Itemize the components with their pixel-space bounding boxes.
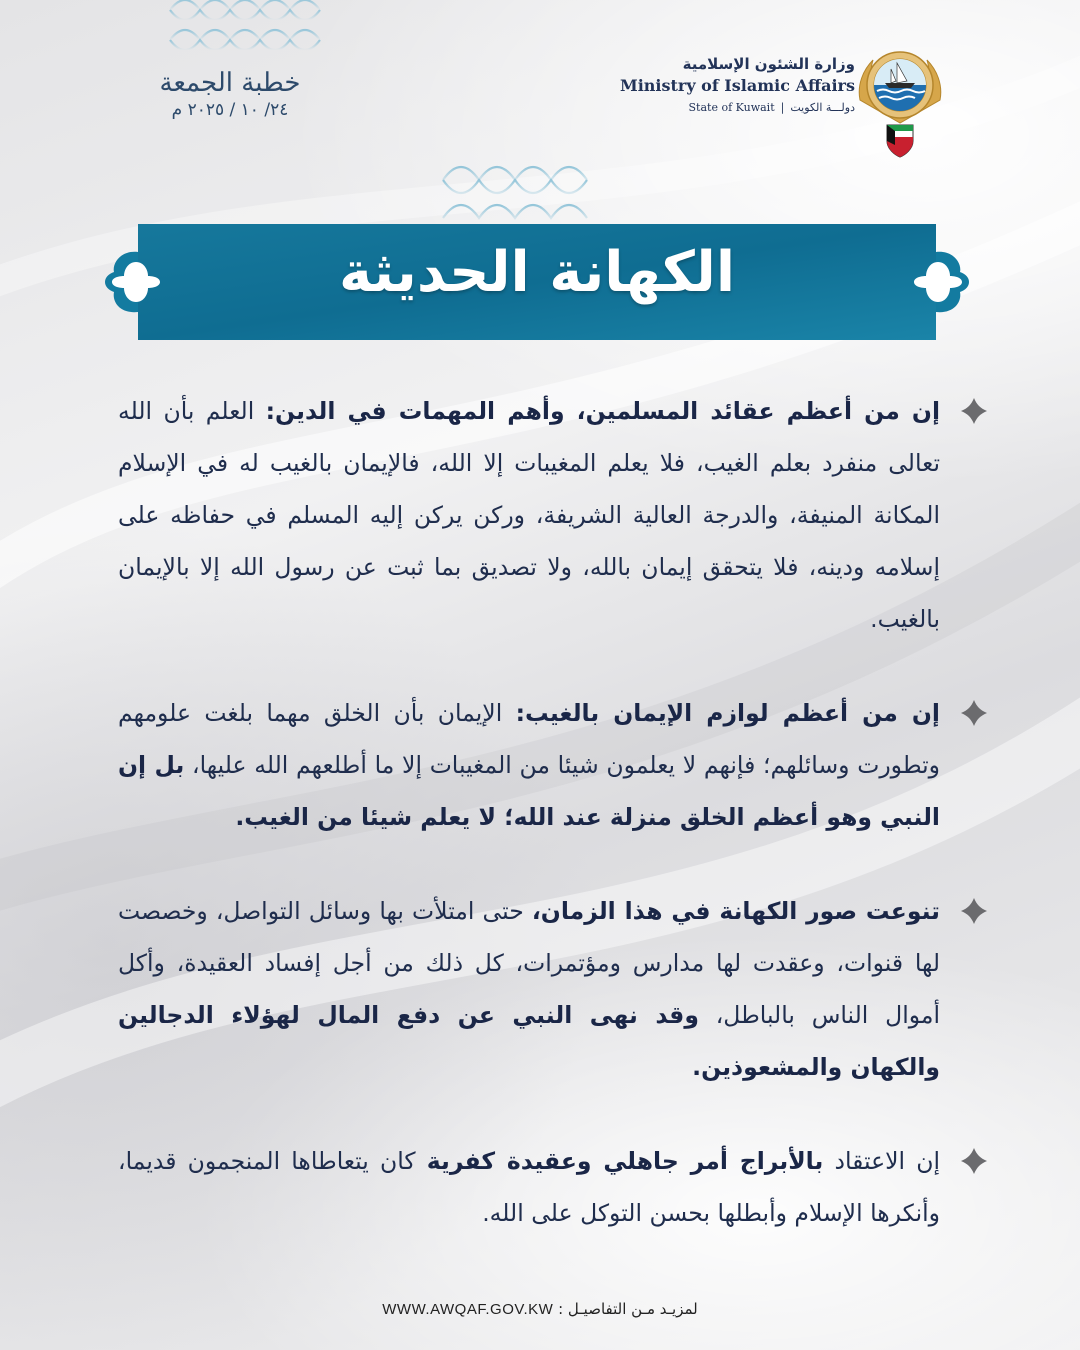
paragraph-1-lead: إن من أعظم عقائد المسلمين، وأهم المهمات في الدين: bbox=[265, 397, 940, 425]
diamond-bullet-icon bbox=[960, 897, 988, 925]
paragraph-3-lead: تنوعت صور الكهانة في هذا الزمان، bbox=[531, 897, 941, 925]
paragraph-4-bold: بالأبراج أمر جاهلي وعقيدة كفرية bbox=[426, 1147, 824, 1175]
paragraph-3 bbox=[118, 885, 998, 1093]
paragraph-4-text: كان يتعاطاها المنجمون قديما، وأنكرها الإسلام وأبطلها بحسن التوكل على الله. bbox=[118, 1147, 940, 1227]
title-banner bbox=[98, 222, 976, 342]
ministry-name-ar: وزارة الشئون الإسلامية bbox=[682, 55, 855, 73]
paragraph-1-text: العلم بأن الله تعالى منفرد بعلم الغيب، فلا يعلم المغيبات إلا الله، فالإيمان بالغيب له في الإسلام المكانة المنيفة، والدرجة العالية الشريفة، وركن يركن إليه المسلم في حفاظه على إسلامه ودينه، فلا يتحقق إيمان بالله، ولا تصديق بما ثبت عن رسول الله إلا بالإيمان بالغيب. bbox=[118, 397, 940, 633]
paragraph-3-tail: وقد نهى النبي عن دفع المال لهؤلاء الدجالين والكهان والمشعوذين. bbox=[118, 1001, 940, 1081]
khutba-title: خطبة الجمعة bbox=[159, 68, 301, 98]
state-name-en: State of Kuwait bbox=[688, 101, 775, 114]
website-link[interactable]: WWW.AWQAF.GOV.KW bbox=[382, 1301, 554, 1318]
paragraph-2-lead: إن من أعظم لوازم الإيمان بالغيب: bbox=[515, 699, 940, 727]
paragraph-2-text: الإيمان بأن الخلق مهما بلغت علومهم وتطورت وسائلهم؛ فإنهم لا يعلمون شيئا من المغيبات إلا ما أطلعهم الله عليها، bbox=[118, 699, 940, 779]
lattice-ornament-banner bbox=[435, 150, 615, 225]
separator: | bbox=[780, 101, 785, 114]
sermon-content bbox=[118, 385, 998, 1281]
khutba-heading bbox=[140, 68, 320, 120]
ministry-brand bbox=[620, 55, 855, 114]
state-line bbox=[620, 101, 855, 114]
diamond-bullet-icon bbox=[960, 397, 988, 425]
ministry-name-en: Ministry of Islamic Affairs bbox=[619, 76, 855, 95]
khutba-date: ٢٤/ ١٠ / ٢٠٢٥ م bbox=[171, 100, 289, 120]
paragraph-2 bbox=[118, 687, 998, 843]
paragraph-4 bbox=[118, 1135, 998, 1239]
diamond-bullet-icon bbox=[960, 1147, 988, 1175]
state-name-ar: دولـــة الكويت bbox=[790, 101, 855, 114]
diamond-bullet-icon bbox=[960, 699, 988, 727]
paragraph-1 bbox=[118, 385, 998, 645]
kuwait-emblem-icon bbox=[855, 45, 945, 160]
banner-title: الكهانة الحديثة bbox=[338, 240, 736, 305]
lattice-ornament-top bbox=[160, 0, 360, 60]
paragraph-4-lead: إن الاعتقاد bbox=[823, 1147, 940, 1175]
paragraph-3-text: حتى امتلأت بها وسائل التواصل، وخصصت لها قنوات، وعقدت لها مدارس ومؤتمرات، كل ذلك من أجل إفساد العقيدة، وأكل أموال الناس بالباطل، bbox=[118, 897, 940, 1029]
paragraph-2-tail: بل إن النبي وهو أعظم الخلق منزلة عند الله؛ لا يعلم شيئا من الغيب. bbox=[118, 751, 940, 831]
footer-label: لمزيـد مـن التفاصيـل : bbox=[558, 1300, 698, 1318]
footer bbox=[0, 1300, 1080, 1318]
